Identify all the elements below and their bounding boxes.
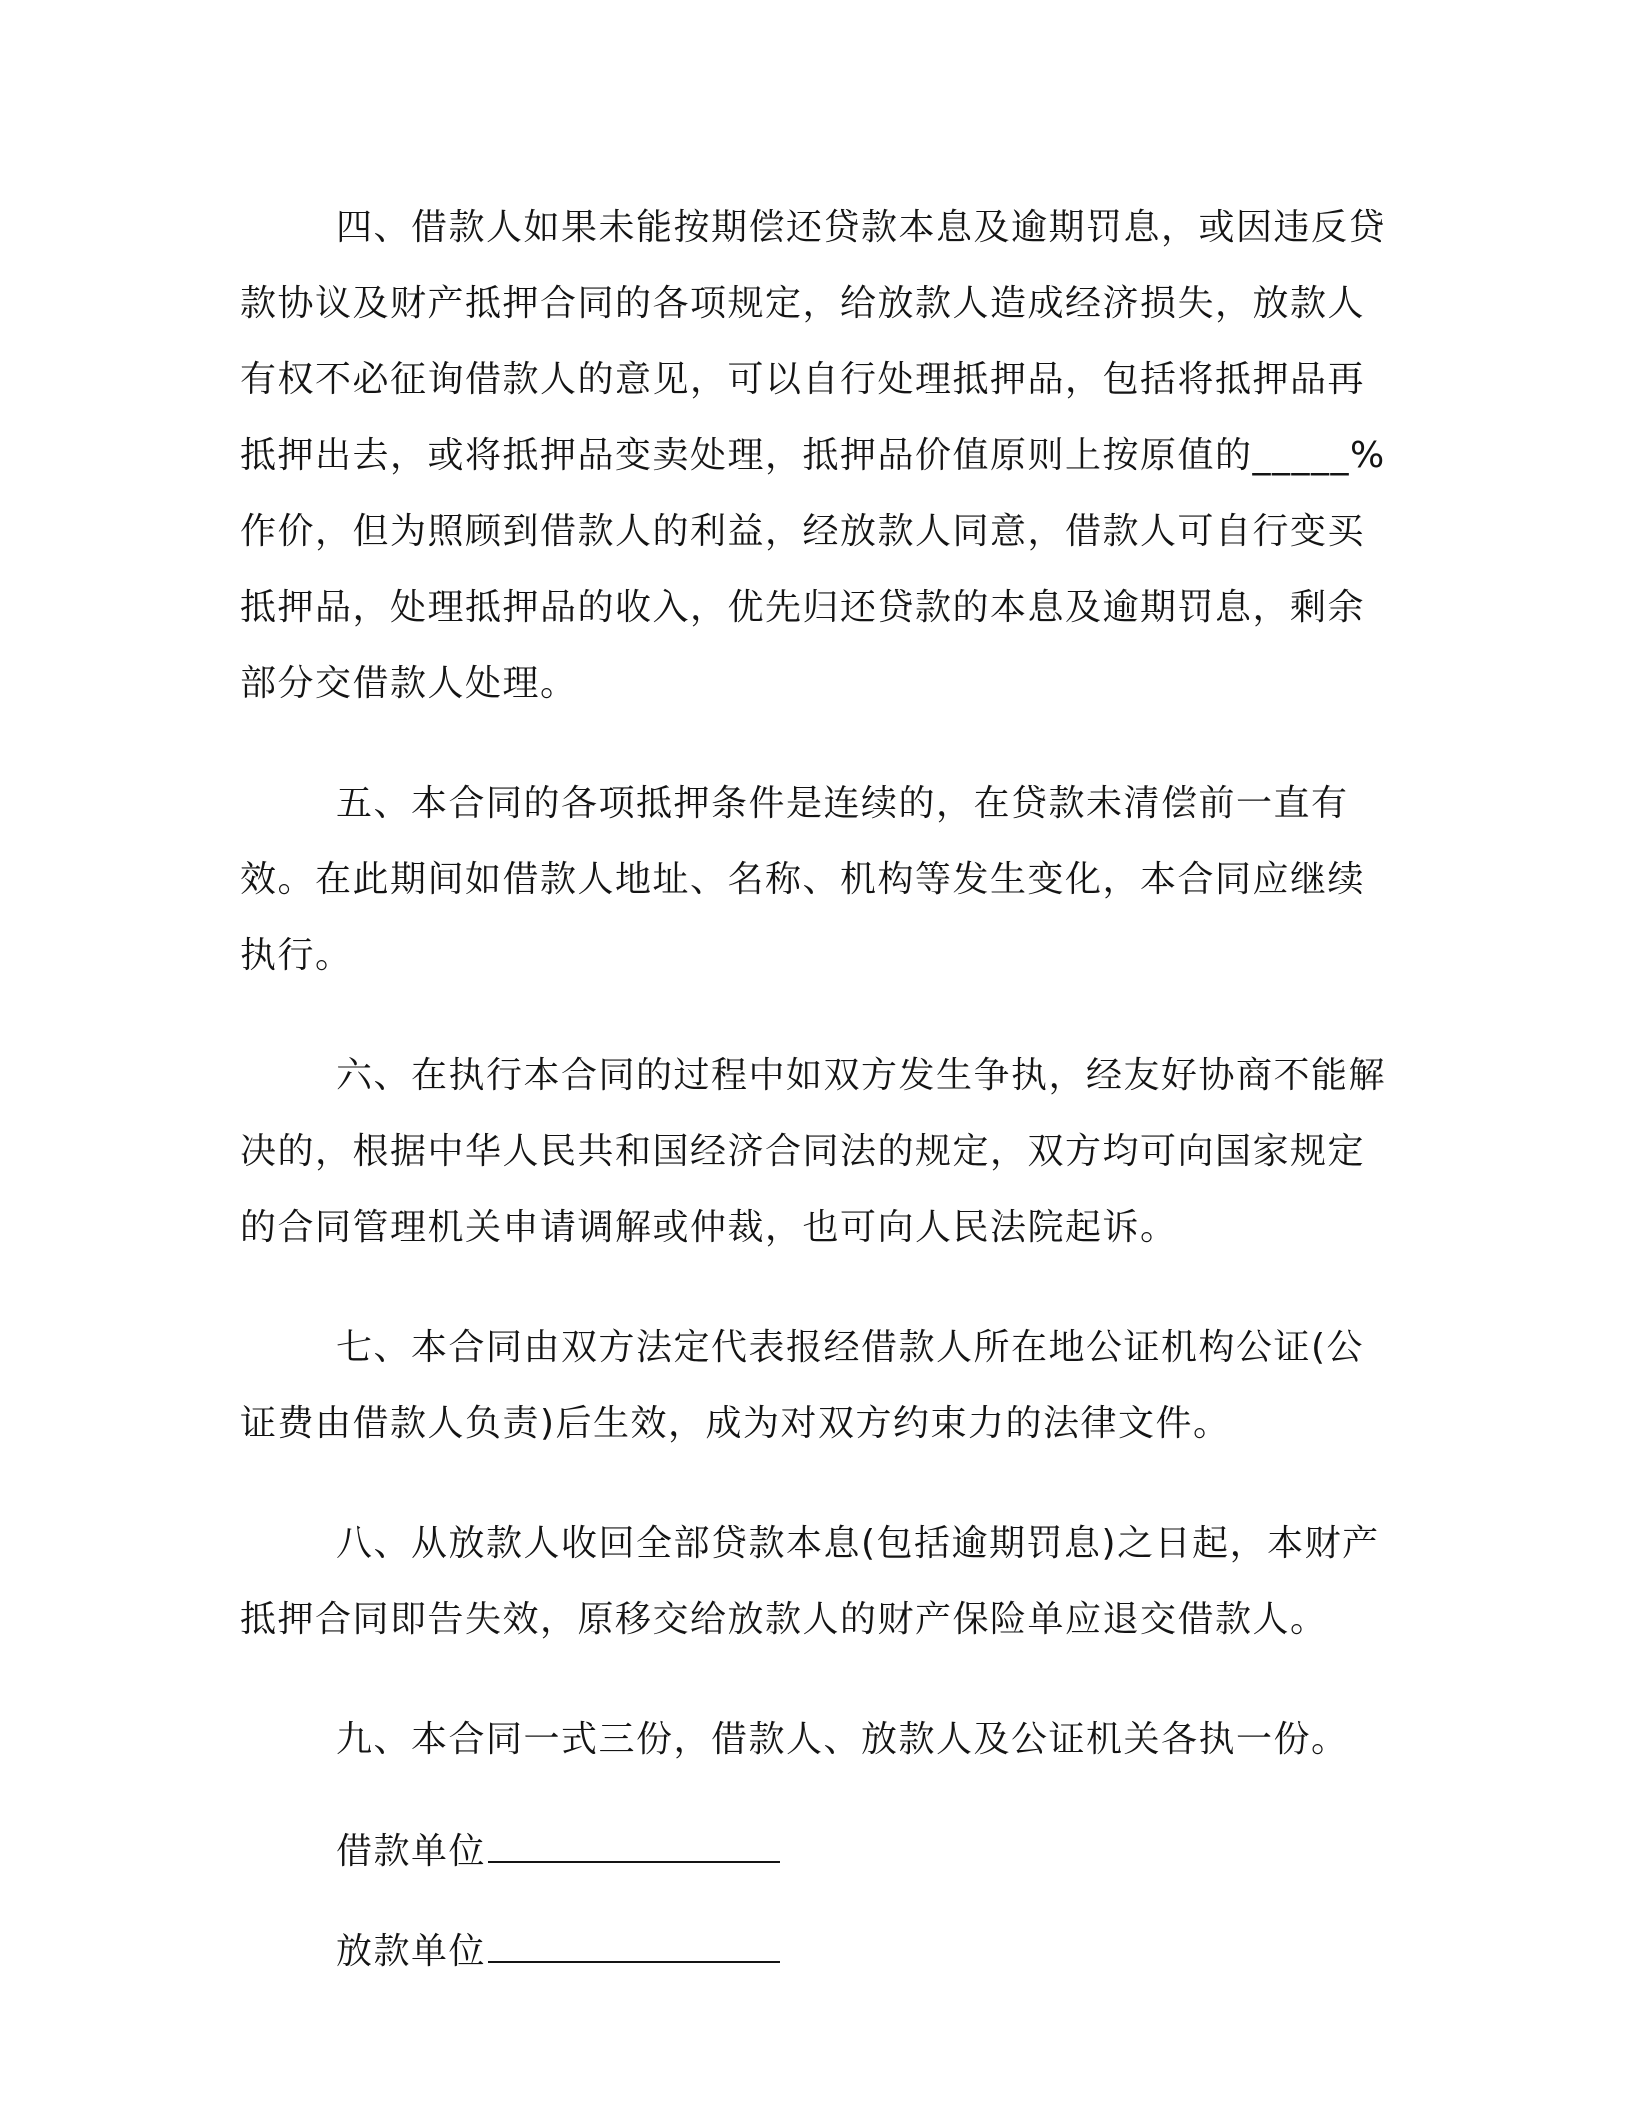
borrower-signature-line [240,1822,1400,1882]
clause-8: 八、从放款人收回全部贷款本息(包括逾期罚息)之日起，本财产抵押合同即告失效，原移交给放款人的财产保险单应退交借款人。 [240,1523,1380,1640]
borrower-label: 借款单位 [336,1831,487,1872]
lender-blank [488,1923,780,1963]
clause-5: 五、本合同的各项抵押条件是连续的，在贷款未清偿前一直有效。在此期间如借款人地址、名称、机构等发生变化，本合同应继续执行。 [240,783,1366,976]
lender-label: 放款单位 [336,1931,487,1972]
borrower-blank [488,1823,780,1863]
document-page [240,190,1400,2022]
lender-signature-line [240,1922,1400,1982]
clause-4: 四、借款人如果未能按期偿还贷款本息及逾期罚息，或因违反贷款协议及财产抵押合同的各项规定，给放款人造成经济损失，放款人有权不必征询借款人的意见，可以自行处理抵押品，包括将抵押品再抵押出去，或将抵押品变卖处理，抵押品价值原则上按原值的_____%作价，但为照顾到借款人的利益，经放款人同意，借款人可自行变买抵押品，处理抵押品的收入，优先归还贷款的本息及逾期罚息，剩余部分交借款人处理。 [240,207,1387,704]
clause-7: 七、本合同由双方法定代表报经借款人所在地公证机构公证(公证费由借款人负责)后生效，成为对双方约束力的法律文件。 [240,1327,1365,1444]
clause-6: 六、在执行本合同的过程中如双方发生争执，经友好协商不能解决的，根据中华人民共和国经济合同法的规定，双方均可向国家规定的合同管理机关申请调解或仲裁，也可向人民法院起诉。 [240,1055,1387,1248]
clause-9: 九、本合同一式三份，借款人、放款人及公证机关各执一份。 [336,1719,1349,1760]
